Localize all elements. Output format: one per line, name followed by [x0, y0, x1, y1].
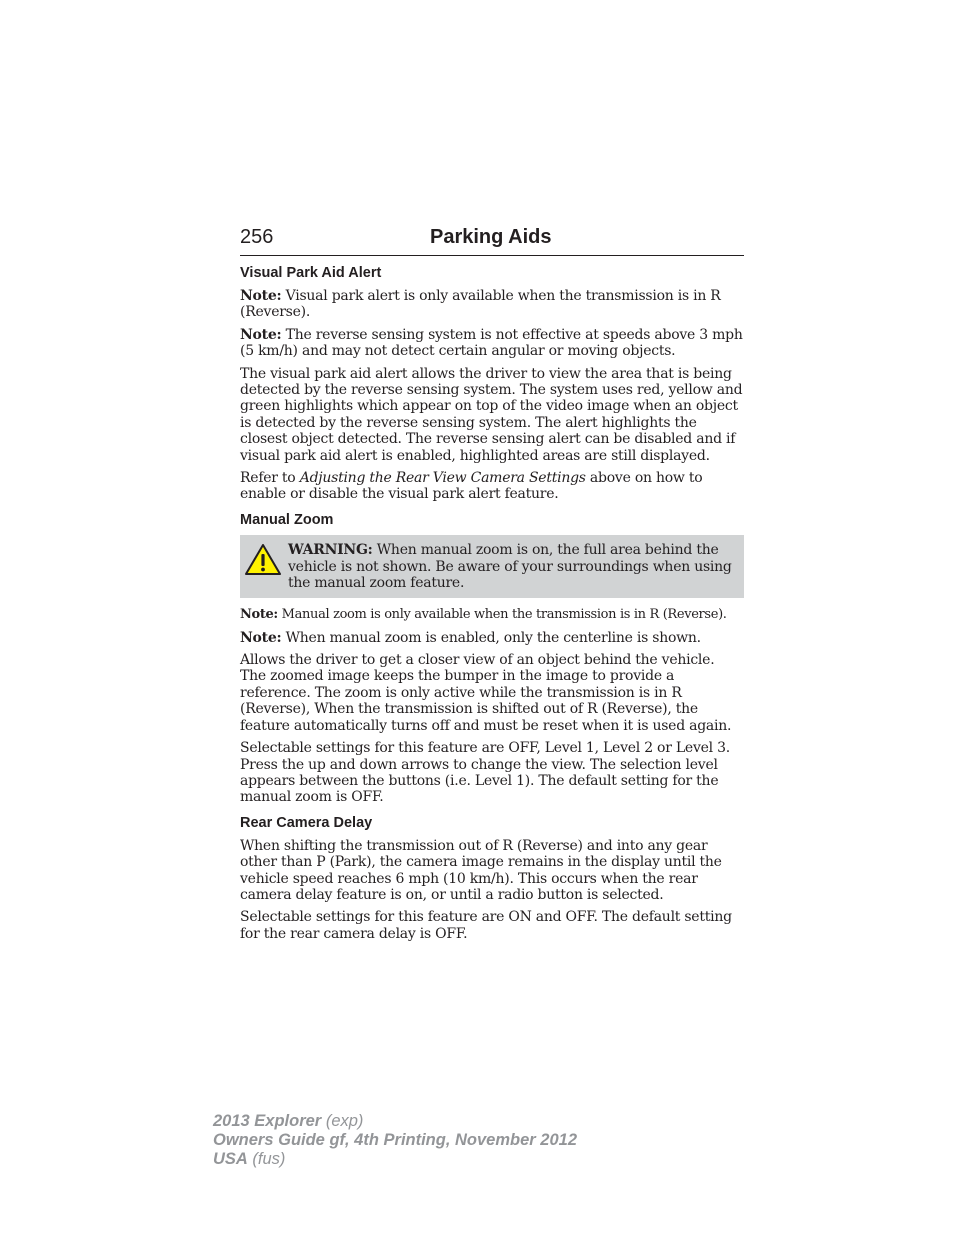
footer-model-code: (exp): [321, 1112, 364, 1130]
note-label: Note:: [240, 607, 278, 623]
refer-suffix: above on how to enable or disable the visual park alert feature.: [240, 470, 703, 503]
footer-market: USA: [213, 1150, 248, 1168]
paragraph-rear-camera-delay: When shifting the transmission out of R (Reverse) and into any gear other than P (Park), the camera image remains in the display until the vehicle speed reaches 6 mph (10 km/h). This occurs when the rear camera delay feature is on, or until a radio button is selected.: [240, 837, 722, 903]
note-label: Note:: [240, 629, 282, 646]
refer-prefix: Refer to: [240, 470, 300, 487]
footer-model-line: [213, 1112, 577, 1131]
paragraph-visual-park-aid: The visual park aid alert allows the driver to view the area that is being detected by the reverse sensing system. The system uses red, yellow and green highlights which appear on top of the video image when an object is detected by the reverse sensing system. The alert highlights the closest object detected. The reverse sensing alert can be disabled and if visual park aid alert is enabled, highlighted areas are still displayed.: [240, 365, 743, 464]
page-header: [240, 226, 744, 256]
note-reverse-sensing: [240, 327, 744, 360]
section-heading-manual-zoom: Manual Zoom: [240, 511, 334, 528]
footer-market-code: (fus): [247, 1150, 286, 1168]
note-visual-alert: [240, 288, 744, 321]
paragraph-zoom-settings: Selectable settings for this feature are OFF, Level 1, Level 2 or Level 3. Press the up and down arrows to change the view. The selection level appears between the buttons (i.e. Level 1). The default setting for the manual zoom is OFF.: [240, 740, 730, 806]
page-title: Parking Aids: [430, 226, 552, 248]
note-text: Visual park alert is only available when the transmission is in R (Reverse).: [240, 288, 721, 321]
note-manual-zoom-centerline: [240, 630, 744, 646]
note-text: Manual zoom is only available when the transmission is in R (Reverse).: [277, 607, 727, 623]
note-label: Note:: [240, 288, 282, 304]
note-label: Note:: [240, 326, 282, 343]
section-heading-visual-park-aid: Visual Park Aid Alert: [240, 265, 382, 281]
page-footer: [213, 1112, 577, 1169]
footer-guide-line: Owners Guide gf, 4th Printing, November 2012: [213, 1131, 577, 1149]
page-content: [240, 226, 744, 948]
paragraph-refer: [240, 470, 744, 503]
paragraph-rear-camera-settings: Selectable settings for this feature are ON and OFF. The default setting for the rear camera delay is OFF.: [240, 909, 732, 942]
warning-text: When manual zoom is on, the full area behind the vehicle is not shown. Be aware of your surroundings when using the manual zoom feature.: [288, 541, 732, 592]
note-text: When manual zoom is enabled, only the centerline is shown.: [281, 629, 701, 646]
note-text: The reverse sensing system is not effective at speeds above 3 mph (5 km/h) and may not detect certain angular or moving objects.: [240, 326, 743, 360]
footer-market-line: [213, 1150, 577, 1169]
page-number: 256: [240, 226, 274, 248]
warning-box: [240, 535, 744, 598]
footer-model: 2013 Explorer: [213, 1112, 322, 1130]
paragraph-manual-zoom: Allows the driver to get a closer view of an object behind the vehicle. The zoomed image keeps the bumper in the image to provide a reference. The zoom is only active while the transmission is in R (Reverse), When the transmission is shifted out of R (Reverse), the feature automatically turns off and must be reset when it is used again.: [240, 652, 732, 734]
warning-triangle-icon: [244, 543, 282, 577]
section-heading-rear-camera-delay: Rear Camera Delay: [240, 814, 373, 831]
note-manual-zoom-available: [240, 607, 744, 623]
warning-label: WARNING:: [288, 541, 373, 558]
cross-reference: Adjusting the Rear View Camera Settings: [299, 470, 586, 487]
